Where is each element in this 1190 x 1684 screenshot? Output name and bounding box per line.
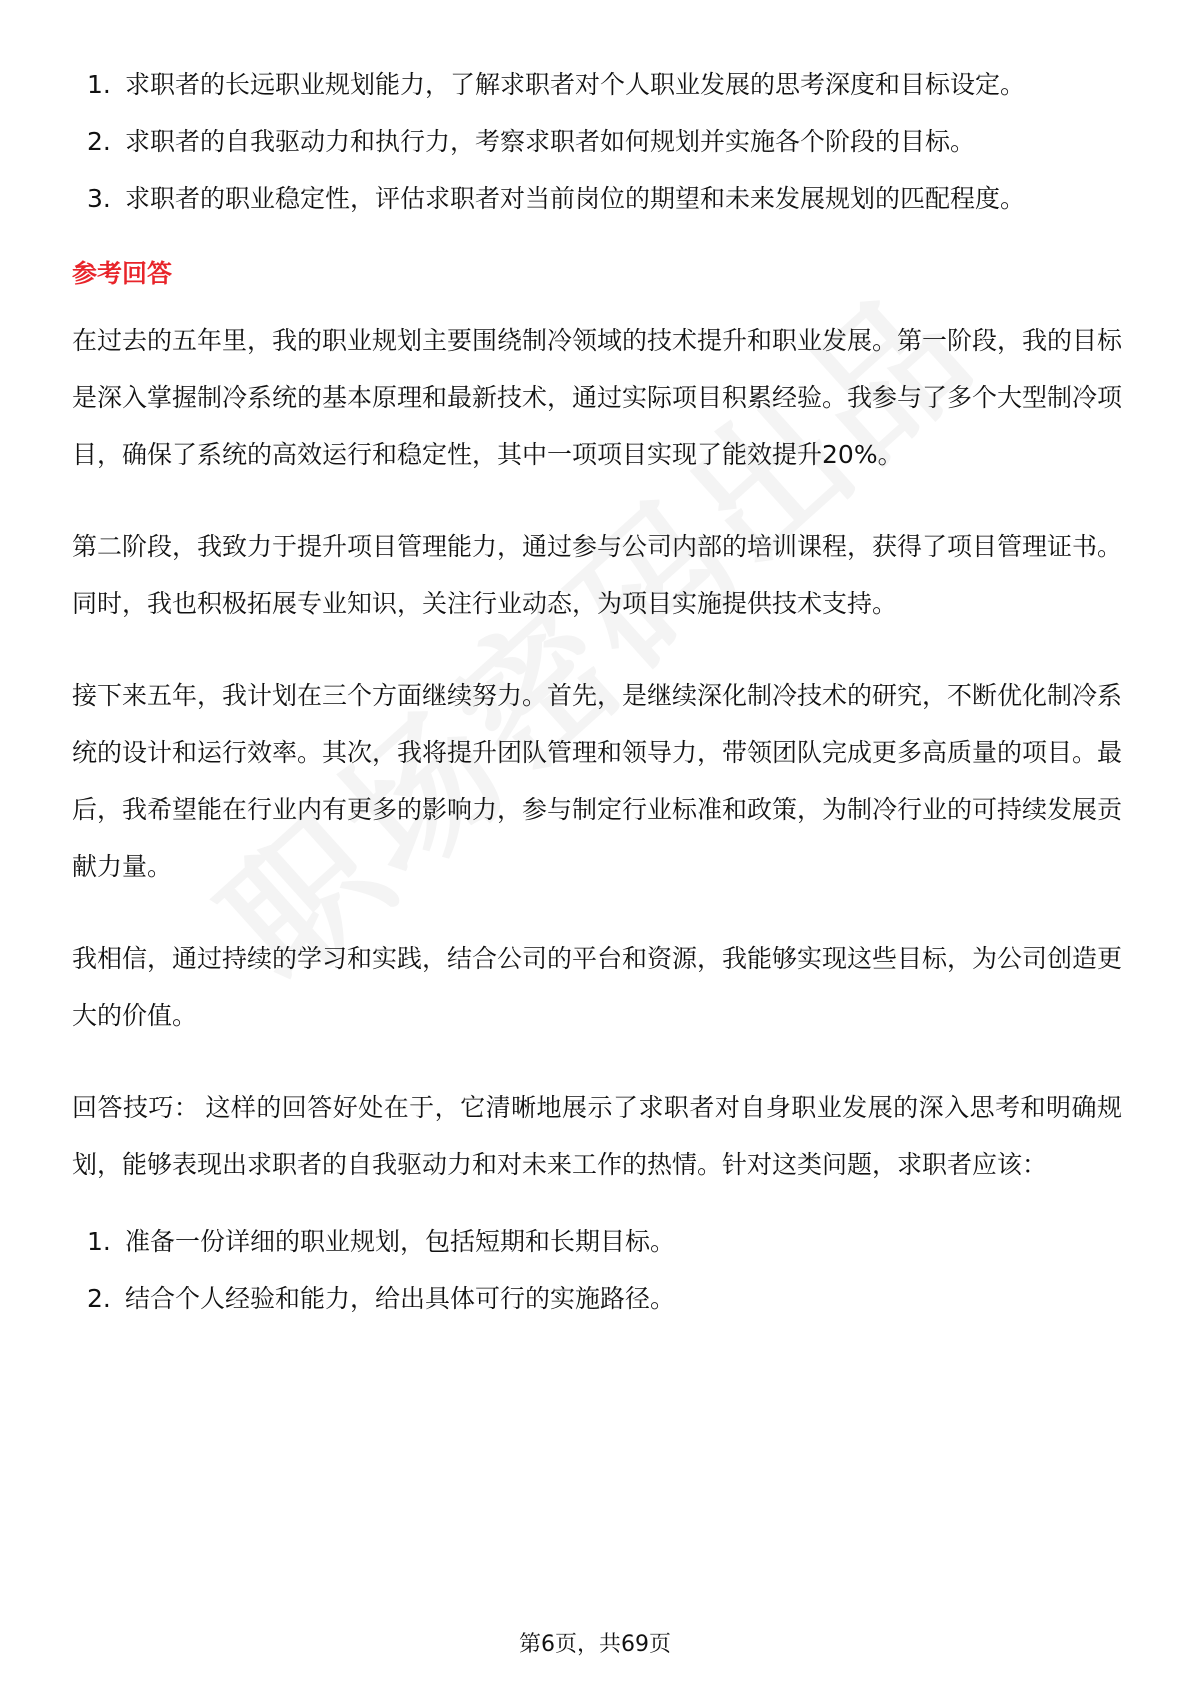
page-footer: 第6页，共69页: [519, 1632, 671, 1657]
list-item: [72, 113, 1175, 170]
answer-paragraph-1: 在过去的五年里，我的职业规划主要围绕制冷领域的技术提升和职业发展。第一阶段，我的目标是深入掌握制冷系统的基本原理和最新技术，通过实际项目积累经验。我参与了多个大型制冷项目，确保了系统的高效运行和稳定性，其中一项项目实现了能效提升20%。: [72, 326, 1123, 469]
list-item-text: 求职者的长远职业规划能力，了解求职者对个人职业发展的思考深度和目标设定。: [125, 70, 1026, 99]
page-content: [72, 56, 1132, 1327]
list-item-text: 求职者的自我驱动力和执行力，考察求职者如何规划并实施各个阶段的目标。: [125, 127, 976, 156]
list-item: [72, 56, 1175, 113]
list-number: 3.: [87, 184, 111, 213]
list-number: 2.: [87, 127, 111, 156]
list-item: [72, 1213, 1132, 1270]
answer-paragraph-4: 我相信，通过持续的学习和实践，结合公司的平台和资源，我能够实现这些目标，为公司创造更大的价值。: [72, 944, 1123, 1030]
tips-text: 这样的回答好处在于，它清晰地展示了求职者对自身职业发展的深入思考和明确规划，能够表现出求职者的自我驱动力和对未来工作的热情。针对这类问题，求职者应该：: [72, 1093, 1122, 1179]
list-item: [72, 170, 1175, 227]
intro-list: [72, 56, 1132, 227]
list-item-text: 求职者的职业稳定性，评估求职者对当前岗位的期望和未来发展规划的匹配程度。: [125, 184, 1026, 213]
list-number: 2.: [87, 1284, 111, 1313]
list-item-text: 结合个人经验和能力，给出具体可行的实施路径。: [125, 1284, 676, 1313]
tips-label: 回答技巧：: [72, 1093, 200, 1122]
list-item-text: 准备一份详细的职业规划，包括短期和长期目标。: [125, 1227, 676, 1256]
tips-list: [72, 1213, 1132, 1327]
section-heading: 参考回答: [72, 259, 173, 288]
list-item: [72, 1270, 1132, 1327]
list-number: 1.: [87, 1227, 111, 1256]
answer-paragraph-2: 第二阶段，我致力于提升项目管理能力，通过参与公司内部的培训课程，获得了项目管理证书。同时，我也积极拓展专业知识，关注行业动态，为项目实施提供技术支持。: [72, 532, 1123, 618]
tips-paragraph: [72, 1079, 1122, 1193]
answer-paragraph-3: 接下来五年，我计划在三个方面继续努力。首先，是继续深化制冷技术的研究，不断优化制冷系统的设计和运行效率。其次，我将提升团队管理和领导力，带领团队完成更多高质量的项目。最后，我希望能在行业内有更多的影响力，参与制定行业标准和政策，为制冷行业的可持续发展贡献力量。: [72, 681, 1123, 881]
list-number: 1.: [87, 70, 111, 99]
